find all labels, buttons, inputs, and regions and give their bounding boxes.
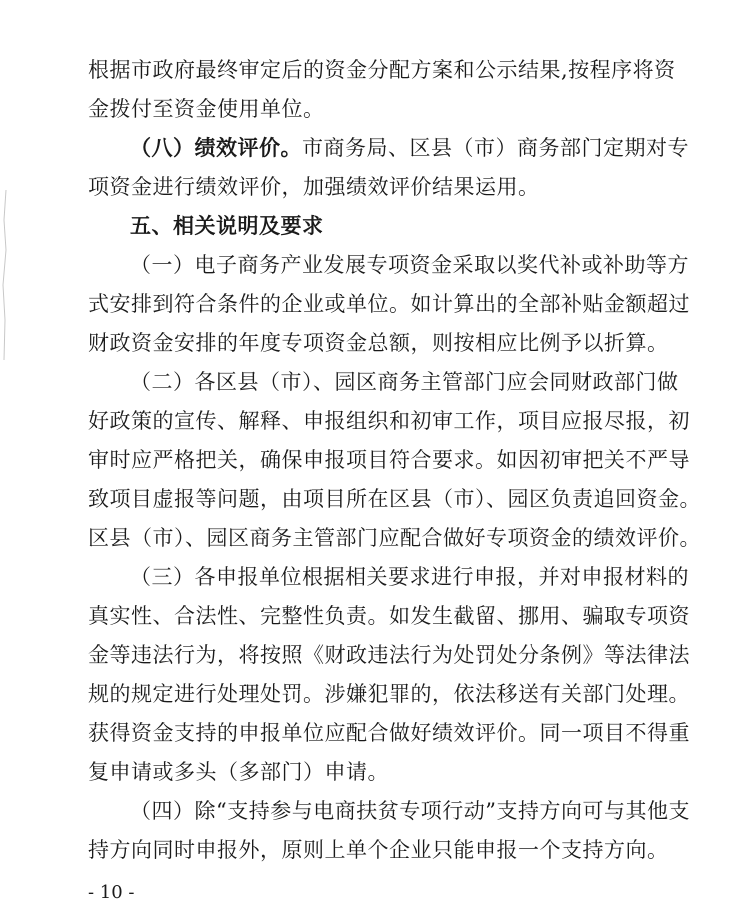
body-line: （四）除“支持参与电商扶贫专项行动”支持方向可与其他支 bbox=[130, 799, 690, 823]
body-line: 金拨付至资金使用单位。 bbox=[88, 97, 325, 121]
body-line: 致项目虚报等问题，由项目所在区县（市）、园区负责追回资金。 bbox=[88, 487, 701, 511]
section-eight-text: 市商务局、区县（市）商务部门定期对专 bbox=[302, 136, 689, 160]
binding-mark bbox=[0, 190, 10, 360]
body-line: （二）各区县（市）、园区商务主管部门应会同财政部门做 bbox=[130, 370, 679, 394]
body-line: 项资金进行绩效评价，加强绩效评价结果运用。 bbox=[88, 175, 540, 199]
body-line: 根据市政府最终审定后的资金分配方案和公示结果,按程序将资 bbox=[88, 58, 676, 82]
page-number: - 10 - bbox=[88, 882, 135, 903]
section-eight-label: （八）绩效评价。 bbox=[130, 136, 302, 160]
section-eight-line bbox=[130, 136, 689, 160]
body-line: 式安排到符合条件的企业或单位。如计算出的全部补贴金额超过 bbox=[88, 292, 690, 316]
body-line: 金等违法行为，将按照《财政违法行为处罚处分条例》等法律法 bbox=[88, 643, 690, 667]
body-line: 规的规定进行处理处罚。涉嫌犯罪的，依法移送有关部门处理。 bbox=[88, 682, 690, 706]
body-line: 真实性、合法性、完整性负责。如发生截留、挪用、骗取专项资 bbox=[88, 604, 690, 628]
body-line: 获得资金支持的申报单位应配合做好绩效评价。同一项目不得重 bbox=[88, 721, 690, 745]
body-line: 复申请或多头（多部门）申请。 bbox=[88, 760, 389, 784]
body-line: 区县（市）、园区商务主管部门应配合做好专项资金的绩效评价。 bbox=[88, 526, 701, 550]
section-heading: 五、相关说明及要求 bbox=[130, 214, 324, 238]
body-line: 持方向同时申报外，原则上单个企业只能申报一个支持方向。 bbox=[88, 838, 669, 862]
body-line: （一）电子商务产业发展专项资金采取以奖代补或补助等方 bbox=[130, 253, 689, 277]
body-line: （三）各申报单位根据相关要求进行申报，并对申报材料的 bbox=[130, 565, 689, 589]
body-line: 好政策的宣传、解释、申报组织和初审工作，项目应报尽报，初 bbox=[88, 409, 690, 433]
body-line: 审时应严格把关，确保申报项目符合要求。如因初审把关不严导 bbox=[88, 448, 690, 472]
body-line: 财政资金安排的年度专项资金总额，则按相应比例予以折算。 bbox=[88, 331, 669, 355]
